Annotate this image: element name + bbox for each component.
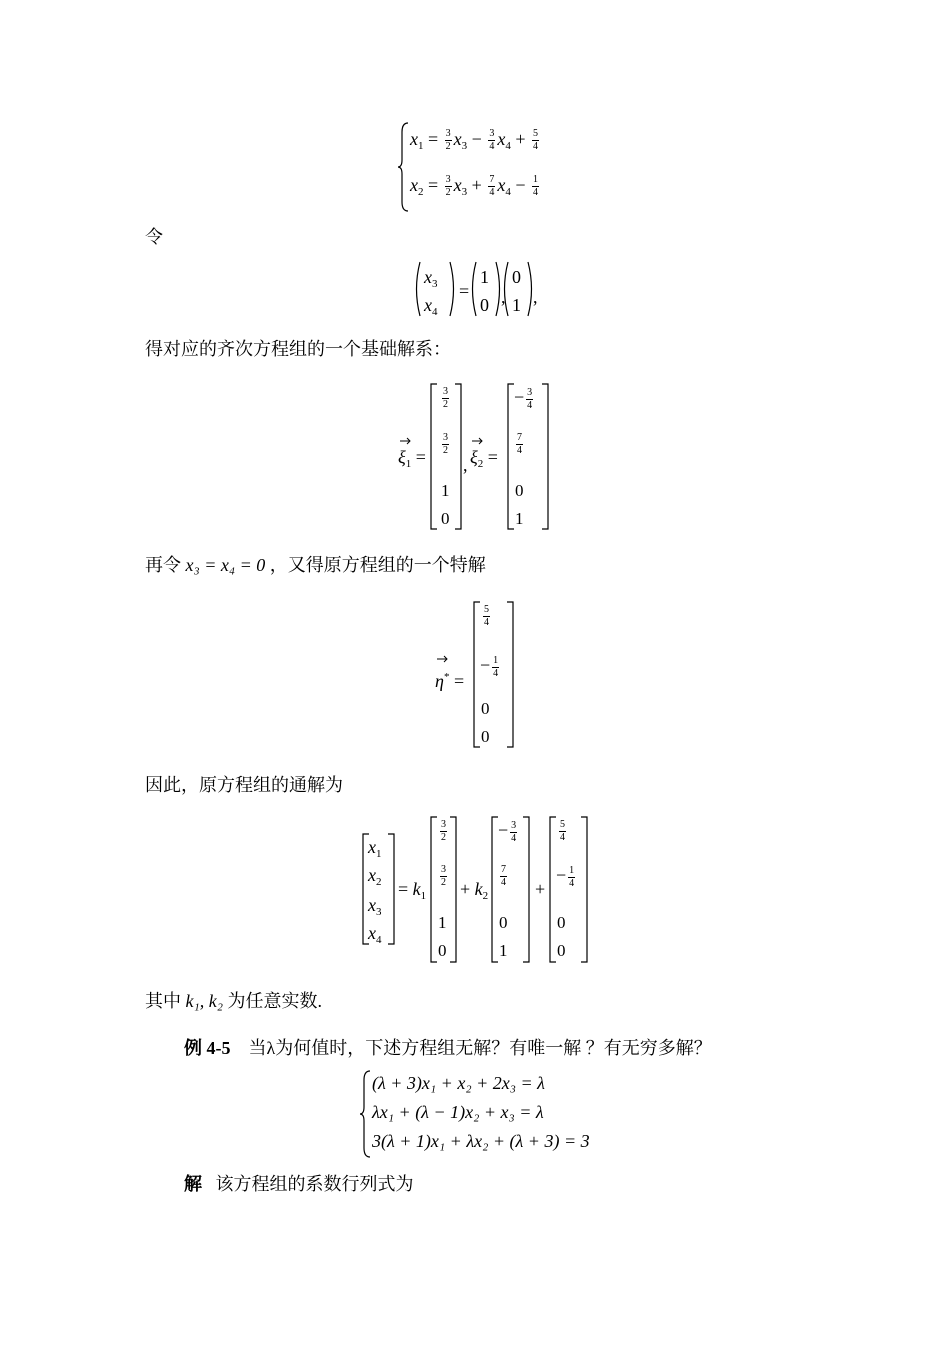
gen-c2-e2: $\frac{7}{4}$ xyxy=(501,864,506,888)
xi2-arrow xyxy=(472,438,484,444)
param-a1: 1 xyxy=(480,267,489,287)
xi2-e4: 1 xyxy=(515,509,524,528)
param-x4: $x_4$ xyxy=(424,295,438,318)
system2-row1: (λ + 3)x₁ + x₂ + 2x₃ = λ xyxy=(372,1073,545,1093)
system1-row2: $x_2$ = $\frac{3}{2}$ $x_3$ + $\frac{7}{4}$ $x_4$ − $\frac{1}{4}$ xyxy=(410,174,538,199)
gen-plus-k2: + $k_2$ xyxy=(460,879,489,902)
xi2-label: $\xi_2$ = xyxy=(470,447,498,470)
xi2-e2: $\frac{7}{4}$ xyxy=(517,432,522,456)
system2-row3: 3(λ + 1)x₁ + λx₂ + (λ + 3) = 3 xyxy=(372,1131,590,1151)
param-comma: , xyxy=(501,287,506,307)
eta-e2: − $\frac{1}{4}$ xyxy=(480,654,499,679)
xi2-e3: 0 xyxy=(515,481,524,500)
eta-label: η* = xyxy=(435,671,465,691)
text-particular: 再令 x₃ = x₄ = 0 ，又得原方程组的一个特解 xyxy=(145,555,486,575)
xi1-label: $\xi_1$ = xyxy=(398,447,426,470)
gen-c3-e3: 0 xyxy=(557,913,566,932)
gen-c2-e3: 0 xyxy=(499,913,508,932)
gen-c3-e1: $\frac{5}{4}$ xyxy=(560,819,565,843)
gen-equals-k1: = $k_1$ xyxy=(398,879,427,902)
system2-row2: λx₁ + (λ − 1)x₂ + x₃ = λ xyxy=(372,1102,544,1122)
eta-e4: 0 xyxy=(481,727,490,746)
eta-arrow xyxy=(437,656,449,662)
gen-c1-e3: 1 xyxy=(438,913,447,932)
text-general: 因此，原方程组的通解为 xyxy=(145,775,343,795)
xi1-e2: $\frac{3}{2}$ xyxy=(443,432,448,456)
eta-e1: $\frac{5}{4}$ xyxy=(484,604,489,628)
param-b2: 1 xyxy=(512,295,521,315)
xi1-arrow xyxy=(400,438,412,444)
left-brace-system2 xyxy=(360,1070,372,1158)
gen-c2-e4: 1 xyxy=(499,941,508,960)
gen-c3-e4: 0 xyxy=(557,941,566,960)
left-brace-system1 xyxy=(398,122,410,212)
param-equals: = xyxy=(459,281,470,301)
xi1-e1: $\frac{3}{2}$ xyxy=(443,386,448,410)
xi-comma: , xyxy=(463,455,468,475)
gen-plus: + xyxy=(535,879,546,899)
gen-x1: $x_1$ xyxy=(368,837,382,860)
xi1-e4: 0 xyxy=(441,509,450,528)
gen-x2: $x_2$ xyxy=(368,865,382,888)
gen-x4: $x_4$ xyxy=(368,923,382,946)
xi1-e3: 1 xyxy=(441,481,450,500)
system1-row1: $x_1$ = $\frac{3}{2}$ $x_3$ − $\frac{3}{4}$ $x_4$ + $\frac{5}{4}$ xyxy=(410,128,538,153)
text-basis: 得对应的齐次方程组的一个基础解系： xyxy=(145,339,451,359)
gen-c1-e1: $\frac{3}{2}$ xyxy=(441,819,446,843)
param-a2: 0 xyxy=(480,295,489,315)
text-where: 其中 k₁, k₂ 为任意实数. xyxy=(145,991,322,1011)
param-comma2: , xyxy=(533,287,538,307)
solution-line: 解 该方程组的系数行列式为 xyxy=(184,1174,414,1194)
gen-c3-e2: − $\frac{1}{4}$ xyxy=(556,864,575,889)
gen-c2-e1: − $\frac{3}{4}$ xyxy=(498,819,517,844)
param-b1: 0 xyxy=(512,267,521,287)
eta-e3: 0 xyxy=(481,699,490,718)
text-ling: 令 xyxy=(145,227,163,247)
example-heading: 例 4-5 当λ为何值时，下述方程组无解？有唯一解 ？有无穷多解？ xyxy=(184,1038,712,1058)
xi2-e1: − $\frac{3}{4}$ xyxy=(514,386,533,411)
gen-c1-e4: 0 xyxy=(438,941,447,960)
gen-x3: $x_3$ xyxy=(368,895,382,918)
gen-c1-e2: $\frac{3}{2}$ xyxy=(441,864,446,888)
param-x3: $x_3$ xyxy=(424,267,438,290)
